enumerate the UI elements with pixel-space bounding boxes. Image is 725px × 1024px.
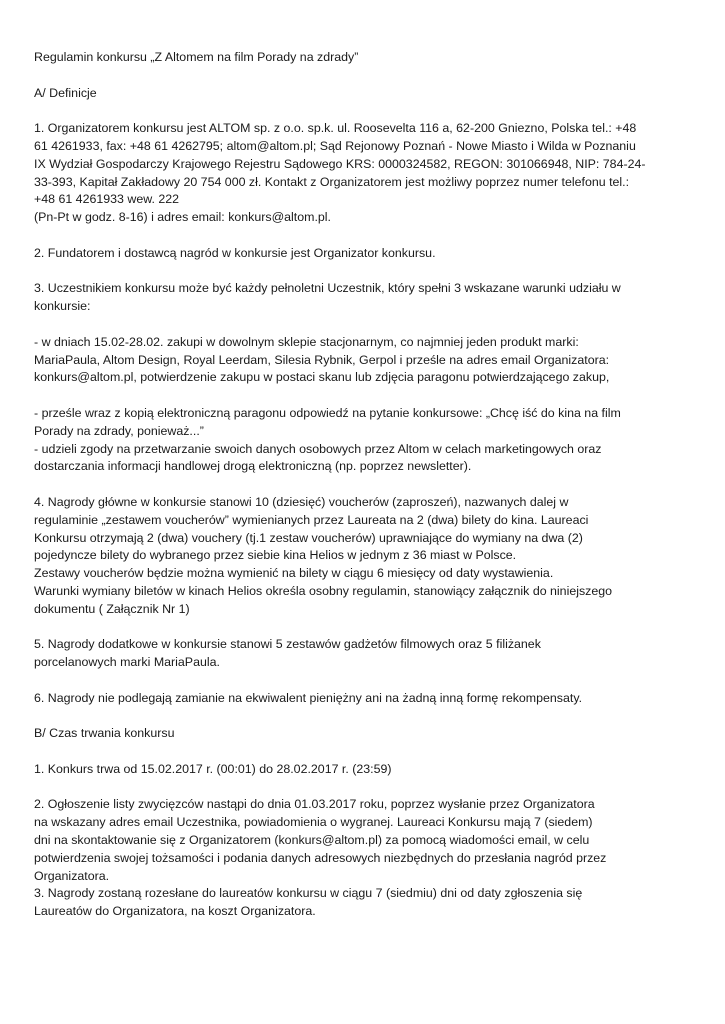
text-line: MariaPaula, Altom Design, Royal Leerdam, Silesia Rybnik, Gerpol i prześle na adres email Organizatora: [34,352,610,367]
text-line: Konkursu otrzymają 2 (dwa) vouchery (tj.1 zestaw voucherów) uprawniające do wymiany na dwa (2) [34,530,583,545]
text-line: IX Wydział Gospodarczy Krajowego Rejestru Sądowego KRS: 0000324582, REGON: 301066948, NIP: 784-24- [34,156,646,171]
text-line: na wskazany adres email Uczestnika, powiadomienia o wygranej. Laureaci Konkursu mają 7 (siedem) [34,815,593,830]
text-line: Warunki wymiany biletów w kinach Helios określa osobny regulamin, stanowiący załącznik do niniejszego [34,583,613,598]
text-line: 6. Nagrody nie podlegają zamianie na ekwiwalent pieniężny ani na żadną inną formę rekompensaty. [34,690,583,705]
section-b-paragraph-2 [34,796,696,885]
text-line: (Pn-Pt w godz. 8-16) i adres email: konkurs@altom.pl. [34,210,331,225]
document-body [34,49,696,921]
text-line: - prześle wraz z kopią elektroniczną paragonu odpowiedź na pytanie konkursowe: „Chcę iść do kina na film [34,405,621,420]
text-line: pojedyncze bilety do wybranego przez siebie kina Helios w jednym z 36 miast w Polsce. [34,548,517,563]
text-line: 2. Fundatorem i dostawcą nagród w konkursie jest Organizator konkursu. [34,245,436,260]
text-line: 3. Uczestnikiem konkursu może być każdy pełnoletni Uczestnik, który spełni 3 wskazane warunki udziału w [34,281,621,296]
text-line: regulaminie „zestawem voucherów” wymienianych przez Laureata na 2 (dwa) bilety do kina. Laureaci [34,512,589,527]
text-line: 1. Konkurs trwa od 15.02.2017 r. (00:01) do 28.02.2017 r. (23:59) [34,761,392,776]
section-a-paragraph-1 [34,120,696,227]
text-line: potwierdzenia swojej tożsamości i podania danych adresowych niezbędnych do przesłania nagród przez [34,850,607,865]
text-line: - udzieli zgody na przetwarzanie swoich danych osobowych przez Altom w celach marketingowych oraz [34,441,602,456]
section-a-paragraph-6 [34,690,696,708]
text-line: 61 4261933, fax: +48 61 4262795; altom@altom.pl; Sąd Rejonowy Poznań - Nowe Miasto i Wilda w Poznaniu [34,138,636,153]
text-line: porcelanowych marki MariaPaula. [34,655,220,670]
text-line: 3. Nagrody zostaną rozesłane do laureatów konkursu w ciągu 7 (siedmiu) dni od daty zgłoszenia się [34,886,583,901]
section-a-paragraph-2 [34,245,696,263]
section-a-paragraph-5 [34,636,696,672]
section-b-paragraph-3 [34,885,696,921]
text-line: +48 61 4261933 wew. 222 [34,192,180,207]
section-b-heading: B/ Czas trwania konkursu [34,726,175,741]
text-line: konkursie: [34,299,91,314]
text-line: 5. Nagrody dodatkowe w konkursie stanowi 5 zestawów gadżetów filmowych oraz 5 filiżanek [34,637,541,652]
text-line: 4. Nagrody główne w konkursie stanowi 10 (dziesięć) voucherów (zaproszeń), nazwanych dalej w [34,494,569,509]
section-a-heading: A/ Definicje [34,85,97,100]
text-line: konkurs@altom.pl, potwierdzenie zakupu w postaci skanu lub zdjęcia paragonu potwierdzającego zakup, [34,370,610,385]
text-line: Laureatów do Organizatora, na koszt Organizatora. [34,904,316,919]
text-line: dokumentu ( Załącznik Nr 1) [34,601,190,616]
text-line: 2. Ogłoszenie listy zwycięzców nastąpi do dnia 01.03.2017 roku, poprzez wysłanie przez Organizatora [34,797,595,812]
section-a-paragraph-3 [34,280,696,316]
text-line: dni na skontaktowanie się z Organizatorem (konkurs@altom.pl) za pomocą wiadomości email, w celu [34,833,590,848]
text-line: Porady na zdrady, ponieważ...” [34,423,204,438]
section-b-paragraph-1 [34,761,696,779]
text-line: 1. Organizatorem konkursu jest ALTOM sp. z o.o. sp.k. ul. Roosevelta 116 a, 62-200 Gniezno, Polska tel.: +48 [34,121,637,136]
text-line: Zestawy voucherów będzie można wymienić na bilety w ciągu 6 miesięcy od daty wystawienia. [34,566,554,581]
section-a-paragraph-4 [34,494,696,619]
section-a-condition-2-3 [34,405,696,476]
text-line: dostarczania informacji handlowej drogą elektroniczną (np. poprzez newsletter). [34,459,472,474]
text-line: 33-393, Kapitał Zakładowy 20 754 000 zł. Kontakt z Organizatorem jest możliwy poprzez numer telefonu tel.: [34,174,630,189]
text-line: Organizatora. [34,868,110,883]
section-a-condition-1 [34,334,696,387]
document-title: Regulamin konkursu „Z Altomem na film Porady na zdrady” [34,50,359,64]
text-line: - w dniach 15.02-28.02. zakupi w dowolnym sklepie stacjonarnym, co najmniej jeden produkt marki: [34,334,579,349]
